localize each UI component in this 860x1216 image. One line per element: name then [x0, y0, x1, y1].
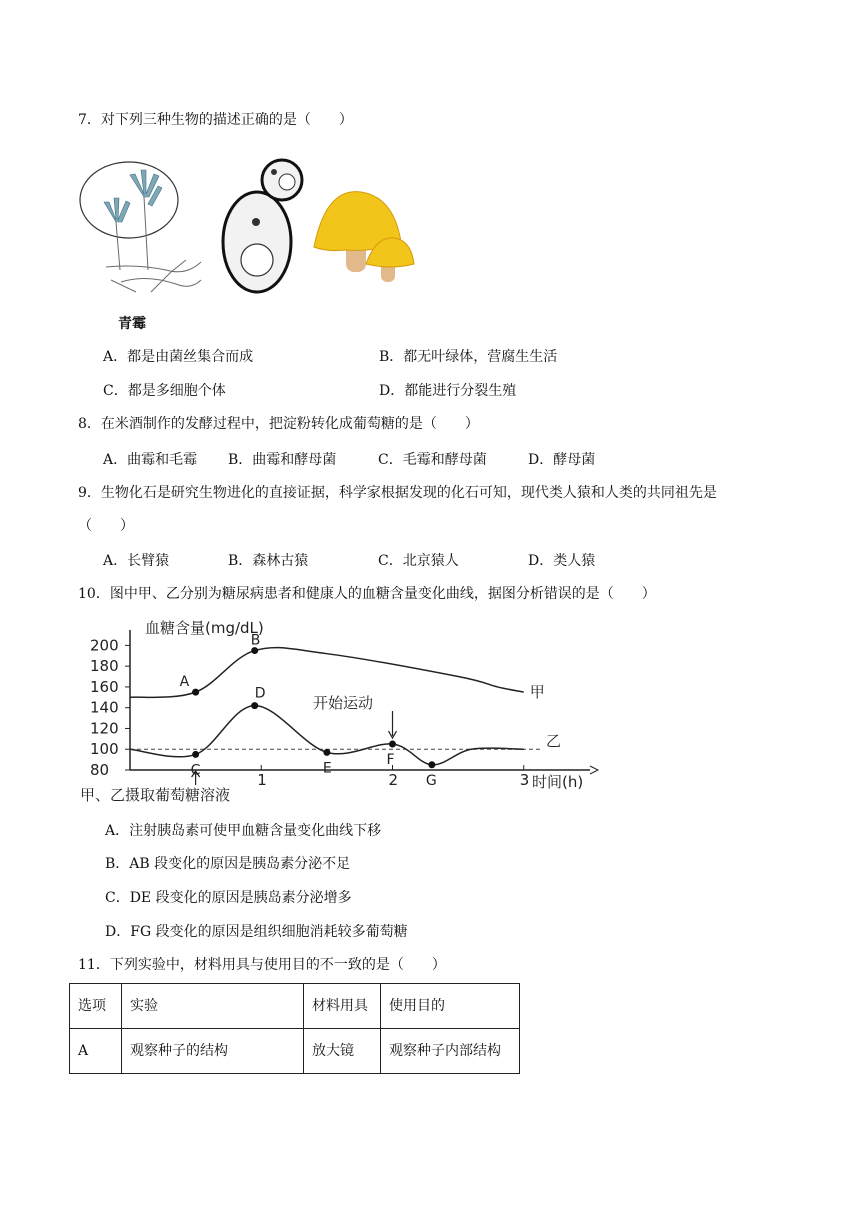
- q8-option-d[interactable]: D．酵母菌: [528, 452, 596, 468]
- question-8-stem: 8．在米酒制作的发酵过程中，把淀粉转化成葡萄糖的是（ ）: [78, 416, 479, 432]
- table-header-cell: 选项: [70, 984, 122, 1029]
- q7-image-caption: 青霉: [118, 316, 146, 332]
- q7-option-a[interactable]: A．都是由菌丝集合而成: [103, 349, 254, 365]
- table-header-row: [70, 984, 520, 1029]
- chart-point-label: F: [386, 752, 395, 769]
- chart-y-tick-label: 120: [90, 719, 119, 738]
- chart-xlabel: 时间(h): [532, 773, 584, 791]
- q9-option-a[interactable]: A．长臂猿: [103, 553, 170, 569]
- mushroom-illustration: [314, 192, 414, 282]
- chart-y-tick-label: 80: [90, 761, 110, 779]
- question-10-stem: 10．图中甲、乙分别为糖尿病患者和健康人的血糖含量变化曲线，据图分析错误的是（ ）: [78, 586, 656, 602]
- q8-option-a[interactable]: A．曲霉和毛霉: [103, 452, 198, 468]
- chart-annotation-intake: 甲、乙摄取葡萄糖溶液: [80, 786, 231, 804]
- q9-option-b[interactable]: B．森林古猿: [228, 553, 309, 569]
- q9-option-c[interactable]: C．北京猿人: [378, 553, 459, 569]
- chart-series-line: [130, 706, 524, 765]
- table-row: [70, 1029, 520, 1074]
- q8-option-c[interactable]: C．毛霉和酵母菌: [378, 452, 487, 468]
- chart-point: [251, 702, 258, 709]
- chart-x-tick-label: 1: [257, 771, 267, 789]
- table-cell: 观察种子内部结构: [381, 1029, 520, 1074]
- chart-y-tick-label: 200: [90, 636, 119, 655]
- chart-point-label: C: [190, 762, 201, 779]
- chart-point: [323, 749, 330, 756]
- table-cell: A: [70, 1029, 122, 1074]
- table-header-cell: 材料用具: [304, 984, 381, 1029]
- chart-y-tick-label: 140: [90, 698, 119, 717]
- chart-x-tick-label: 3: [519, 771, 530, 789]
- chart-point-label: A: [179, 674, 190, 691]
- chart-ylabel: 血糖含量(mg/dL): [145, 619, 264, 637]
- chart-point: [428, 761, 435, 768]
- chart-point-label: D: [254, 685, 266, 702]
- blood-glucose-chart: [70, 615, 610, 810]
- table-cell: 放大镜: [304, 1029, 381, 1074]
- q7-option-c[interactable]: C．都是多细胞个体: [103, 383, 226, 399]
- q10-option-a[interactable]: A．注射胰岛素可使甲血糖含量变化曲线下移: [105, 823, 382, 839]
- chart-y-tick-label: 160: [90, 677, 119, 696]
- question-11-stem: 11．下列实验中，材料用具与使用目的不一致的是（ ）: [78, 957, 446, 973]
- chart-point: [192, 751, 199, 758]
- q11-table: [69, 983, 520, 1074]
- yeast-illustration: [223, 160, 302, 292]
- chart-y-tick-label: 100: [90, 740, 119, 759]
- table-header-cell: 使用目的: [381, 984, 520, 1029]
- chart-point: [389, 741, 396, 748]
- q9-option-d[interactable]: D．类人猿: [528, 553, 596, 569]
- q10-option-d[interactable]: D．FG 段变化的原因是组织细胞消耗较多葡萄糖: [105, 924, 408, 940]
- penicillium-illustration: [80, 162, 201, 292]
- chart-series-label: 甲: [529, 683, 545, 702]
- q7-organism-images: [76, 152, 416, 332]
- q10-option-c[interactable]: C．DE 段变化的原因是胰岛素分泌增多: [105, 890, 352, 906]
- chart-x-tick-label: 2: [388, 771, 399, 789]
- chart-x-arrow: [590, 766, 598, 774]
- q10-option-b[interactable]: B．AB 段变化的原因是胰岛素分泌不足: [105, 856, 351, 872]
- q8-option-b[interactable]: B．曲霉和酵母菌: [228, 452, 337, 468]
- question-9-stem-line2: （ ）: [78, 518, 134, 534]
- question-9-stem-line1: 9．生物化石是研究生物进化的直接证据，科学家根据发现的化石可知，现代类人猿和人类的共同祖先是: [78, 485, 717, 501]
- chart-annotation-exercise: 开始运动: [313, 694, 374, 712]
- table-cell: 观察种子的结构: [122, 1029, 304, 1074]
- table-header-cell: 实验: [122, 984, 304, 1029]
- chart-point-label: G: [425, 772, 437, 789]
- chart-point-label: B: [250, 632, 261, 649]
- q7-option-b[interactable]: B．都无叶绿体，营腐生生活: [379, 349, 558, 365]
- question-7-stem: 7．对下列三种生物的描述正确的是（ ）: [78, 112, 353, 128]
- chart-point-label: E: [322, 760, 332, 777]
- q7-option-d[interactable]: D．都能进行分裂生殖: [379, 383, 517, 399]
- chart-point: [192, 689, 199, 696]
- chart-y-tick-label: 180: [90, 657, 119, 676]
- chart-reference-label: 乙: [546, 732, 562, 750]
